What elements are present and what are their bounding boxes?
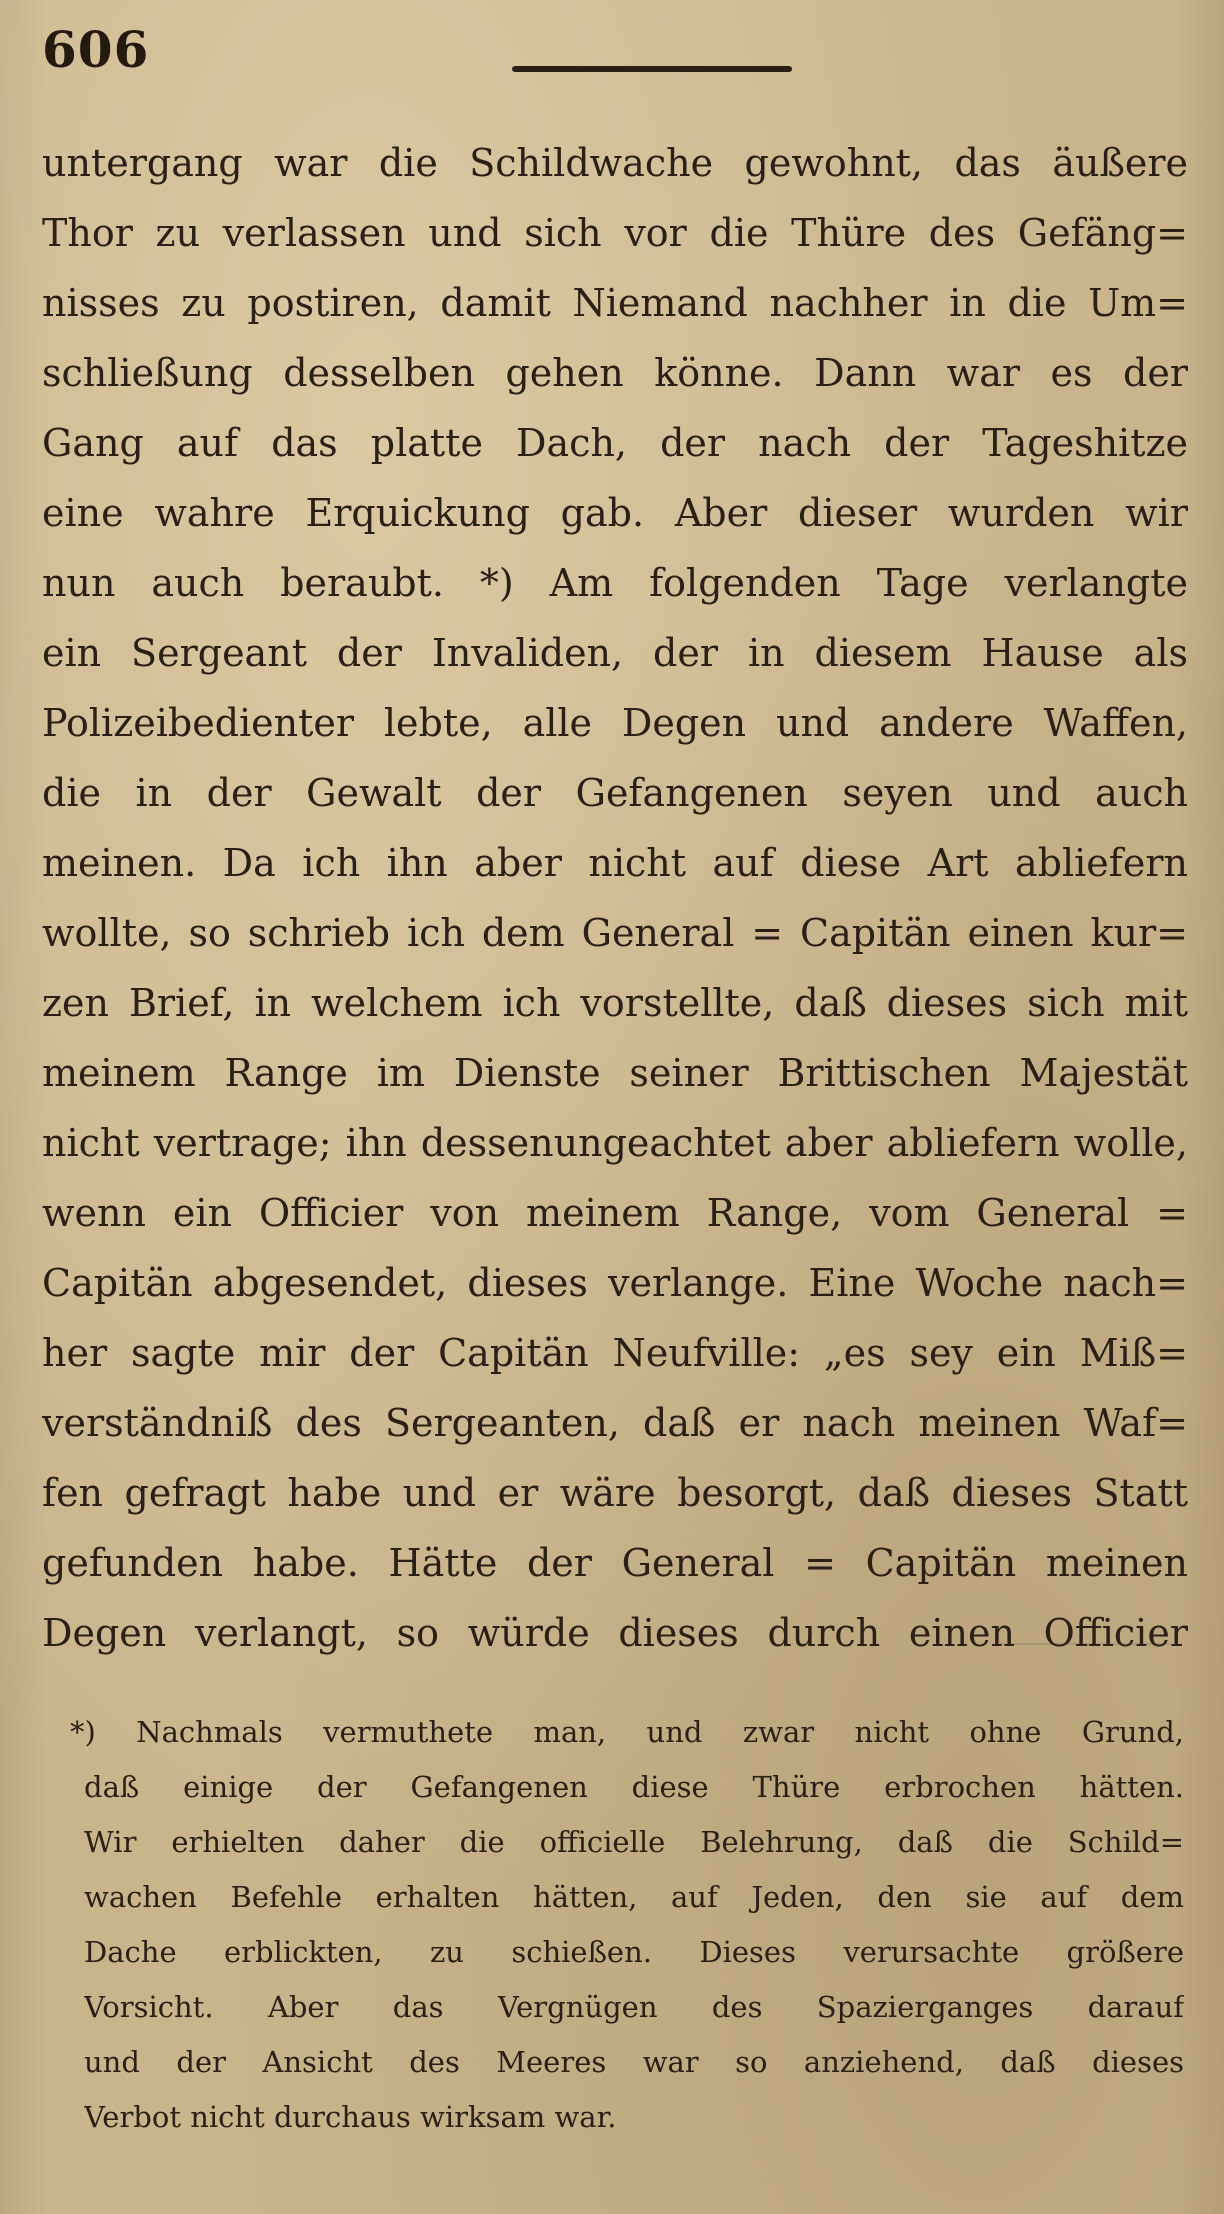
text-line: die in der Gewalt der Gefangenen seyen und auch — [42, 771, 1188, 815]
text-line: fen gefragt habe und er wäre besorgt, daß dieses Statt — [42, 1471, 1188, 1515]
text-line: meinem Range im Dienste seiner Brittischen Majestät — [42, 1051, 1188, 1095]
text-line: schließung desselben gehen könne. Dann war es der — [42, 351, 1188, 395]
text-line: nun auch beraubt. *) Am folgenden Tage verlangte — [42, 561, 1188, 605]
text-line: wenn ein Officier von meinem Range, vom General = — [42, 1191, 1188, 1235]
footnote-separator — [1000, 1643, 1170, 1645]
text-line: verständniß des Sergeanten, daß er nach meinen Waf= — [42, 1401, 1188, 1445]
footnote-line: wachen Befehle erhalten hätten, auf Jeden, den sie auf dem — [84, 1880, 1184, 1914]
text-line: Polizeibedienter lebte, alle Degen und andere Waffen, — [42, 701, 1188, 745]
main-text — [42, 128, 1188, 1668]
footnote-line: Verbot nicht durchaus wirksam war. — [84, 2100, 617, 2134]
footnote-line: Vorsicht. Aber das Vergnügen des Spazierganges darauf — [84, 1990, 1184, 2024]
text-line: her sagte mir der Capitän Neufville: „es sey ein Miß= — [42, 1331, 1188, 1375]
footnote-line: Wir erhielten daher die officielle Belehrung, daß die Schild= — [84, 1825, 1184, 1859]
text-line: nicht vertrage; ihn dessenungeachtet aber abliefern wolle, — [42, 1121, 1188, 1165]
footnote — [70, 1705, 1184, 2145]
text-line: Gang auf das platte Dach, der nach der Tageshitze — [42, 421, 1188, 465]
text-line: zen Brief, in welchem ich vorstellte, daß dieses sich mit — [42, 981, 1188, 1025]
footnote-line: *) Nachmals vermuthete man, und zwar nicht ohne Grund, — [70, 1715, 1184, 1749]
page-header — [42, 20, 1182, 100]
footnote-line: daß einige der Gefangenen diese Thüre erbrochen hätten. — [84, 1770, 1184, 1804]
text-line: Degen verlangt, so würde dieses durch einen Officier — [42, 1611, 1188, 1655]
text-line: wollte, so schrieb ich dem General = Capitän einen kur= — [42, 911, 1188, 955]
text-line: Capitän abgesendet, dieses verlange. Eine Woche nach= — [42, 1261, 1188, 1305]
text-line: eine wahre Erquickung gab. Aber dieser wurden wir — [42, 491, 1188, 535]
text-line: ein Sergeant der Invaliden, der in diesem Hause als — [42, 631, 1188, 675]
footnote-line: Dache erblickten, zu schießen. Dieses verursachte größere — [84, 1935, 1184, 1969]
text-line: Thor zu verlassen und sich vor die Thüre des Gefäng= — [42, 211, 1188, 255]
footnote-line: und der Ansicht des Meeres war so anziehend, daß dieses — [84, 2045, 1184, 2079]
text-line: meinen. Da ich ihn aber nicht auf diese Art abliefern — [42, 841, 1188, 885]
text-line: untergang war die Schildwache gewohnt, das äußere — [42, 141, 1188, 185]
header-rule — [512, 66, 792, 72]
page-number: 606 — [42, 20, 150, 79]
text-line: gefunden habe. Hätte der General = Capitän meinen — [42, 1541, 1188, 1585]
text-line: nisses zu postiren, damit Niemand nachher in die Um= — [42, 281, 1188, 325]
